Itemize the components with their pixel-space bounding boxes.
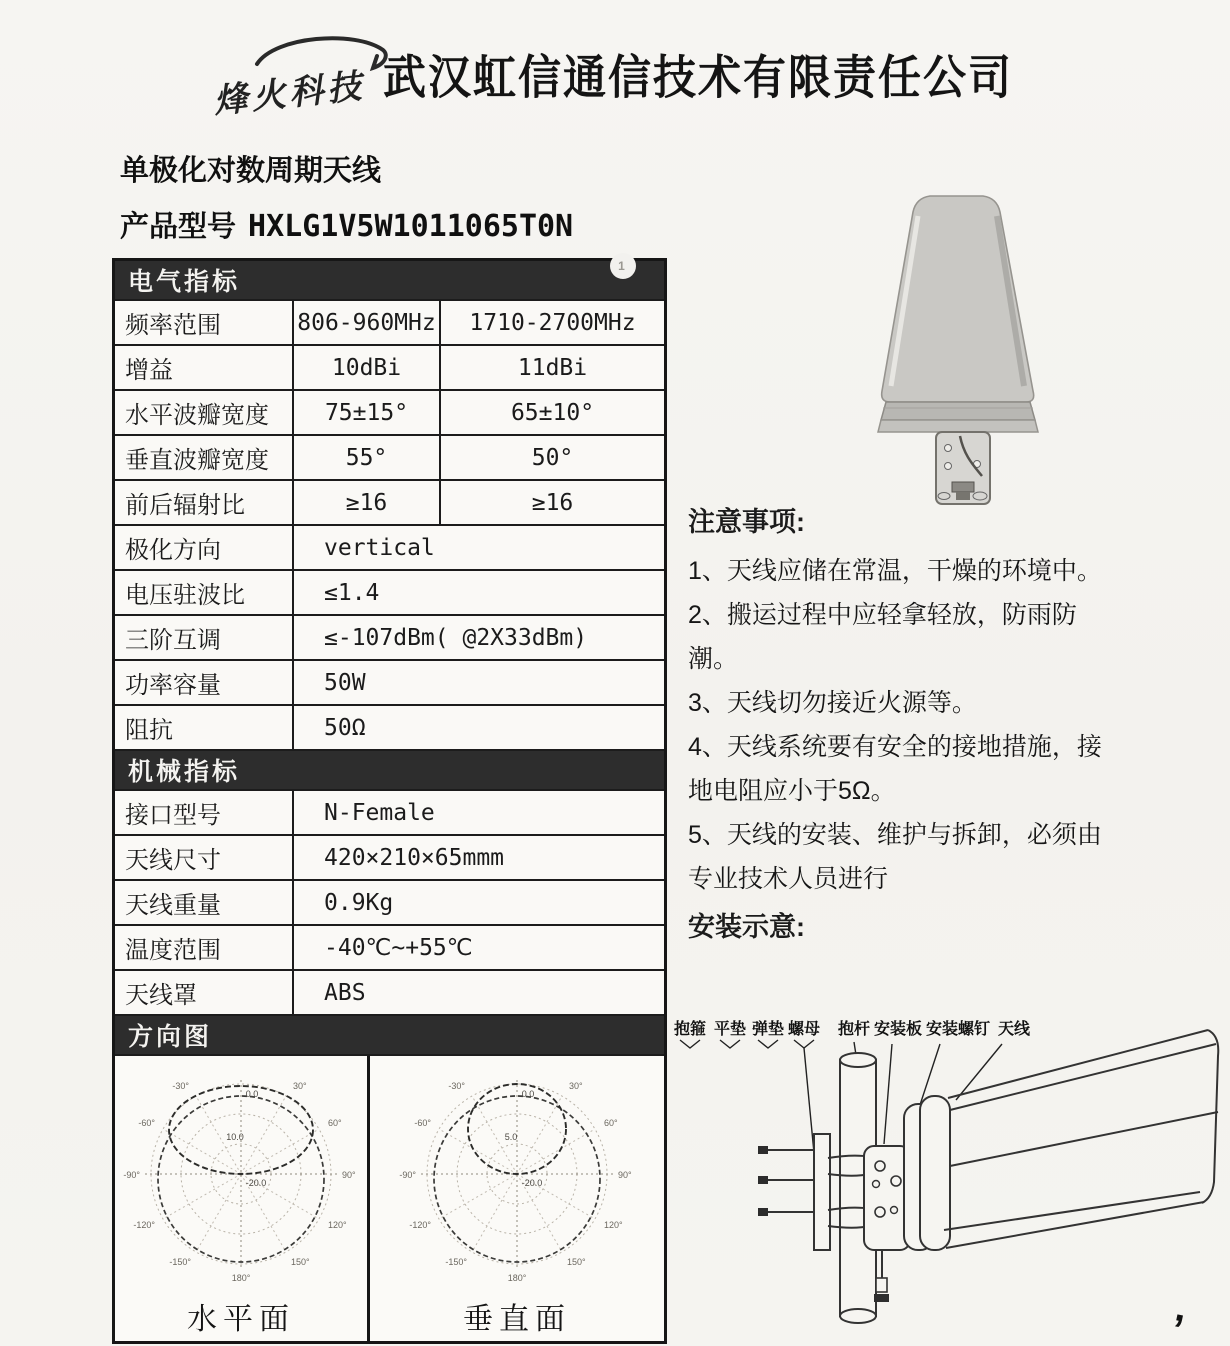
section-header-label: 机械指标 [128, 758, 241, 786]
note-item: 5、天线的安装、维护与拆卸，必须由专业技术人员进行 [688, 821, 1102, 893]
row-value: vertical [324, 534, 435, 561]
installation-drawing-icon [668, 1016, 1228, 1346]
row-label: 天线重量 [115, 881, 294, 924]
degree-label: 120° [328, 1220, 347, 1230]
table-row [115, 299, 664, 344]
row-label: 温度范围 [115, 926, 294, 969]
model-label: 产品型号 [120, 211, 237, 243]
row-value-band1: 806-960MHz [294, 301, 441, 344]
degree-label: 90° [618, 1170, 632, 1180]
note-item: 4、天线系统要有安全的接地措施，接地电阻应小于5Ω。 [688, 733, 1102, 805]
row-value: 50Ω [324, 714, 366, 741]
section-header-label: 电气指标 [128, 268, 241, 296]
table-row [115, 924, 664, 969]
spec-table [112, 258, 667, 1344]
section-header-pattern [115, 1014, 664, 1054]
row-value: 420×210×65mmm [324, 844, 505, 871]
degree-label: 150° [291, 1257, 310, 1267]
row-label: 阻抗 [115, 706, 294, 749]
company-name: 武汉虹信通信技术有限责任公司 [383, 52, 1013, 105]
row-value: N-Female [324, 799, 435, 826]
row-value-band1: 75±15° [294, 391, 441, 434]
degree-label: 180° [507, 1273, 527, 1283]
company-logo [205, 28, 395, 128]
radiation-pattern-plots [115, 1054, 664, 1341]
row-value-band2: ≥16 [531, 489, 574, 516]
row-value: 50W [324, 669, 366, 696]
diagram-label-nut: 螺母 [788, 1021, 821, 1038]
table-row [115, 789, 664, 834]
row-value-band1: 10dBi [294, 346, 441, 389]
degree-label: 30° [293, 1081, 307, 1091]
row-label: 功率容量 [115, 661, 294, 704]
row-value-band2: 65±10° [510, 399, 595, 426]
notes-heading: 注意事项: [688, 507, 805, 537]
diagram-label-clamp: 抱箍 [674, 1021, 707, 1038]
degree-label: -30° [448, 1081, 465, 1091]
antenna-product-figure [852, 186, 1064, 517]
install-heading: 安装示意: [688, 912, 805, 942]
table-row [115, 344, 664, 389]
note-item: 3、天线切勿接近火源等。 [688, 689, 977, 717]
table-row [115, 969, 664, 1014]
row-value-band2: 50° [531, 444, 574, 471]
diagram-label-mount-screws: 安装螺钉 [926, 1021, 991, 1038]
row-value: ≤1.4 [324, 579, 380, 606]
horizontal-plane-plot [115, 1056, 370, 1341]
vertical-plane-plot [370, 1056, 664, 1341]
installation-diagram [668, 1016, 1228, 1346]
row-value-band2: 1710-2700MHz [469, 309, 636, 336]
table-row [115, 879, 664, 924]
ring-label: 0.0 [245, 1089, 259, 1099]
row-label: 频率范围 [115, 301, 294, 344]
degree-label: -150° [445, 1257, 467, 1267]
degree-label: 90° [342, 1170, 356, 1180]
table-row [115, 834, 664, 879]
degree-label: -120° [409, 1220, 431, 1230]
product-model-line [120, 204, 573, 245]
table-row [115, 479, 664, 524]
section-header-mechanical [115, 749, 664, 789]
degree-label: 180° [231, 1273, 251, 1283]
diagram-label-spring-washer: 弹垫 [752, 1021, 785, 1038]
row-label: 增益 [115, 346, 294, 389]
row-label: 三阶互调 [115, 616, 294, 659]
model-value: HXLG1V5W1011065T0N [248, 209, 574, 244]
diagram-label-mount-plate: 安装板 [874, 1021, 923, 1038]
diagram-label-flat-washer: 平垫 [714, 1021, 747, 1038]
plot-caption-horizontal: 水平面 [187, 1303, 295, 1336]
degree-label: -30° [172, 1081, 189, 1091]
degree-label: 120° [604, 1220, 623, 1230]
ring-label: 10.0 [226, 1132, 244, 1142]
degree-label: -120° [133, 1220, 155, 1230]
degree-label: 30° [569, 1081, 583, 1091]
row-label: 电压驻波比 [115, 571, 294, 614]
row-value: -40℃~+55℃ [324, 934, 473, 961]
ring-label: 0.0 [521, 1089, 535, 1099]
row-value: ≤-107dBm( @2X33dBm) [324, 624, 588, 651]
plot-caption-vertical: 垂直面 [463, 1303, 571, 1336]
table-row [115, 569, 664, 614]
row-label: 天线罩 [115, 971, 294, 1014]
note-item: 2、搬运过程中应轻拿轻放，防雨防潮。 [688, 601, 1077, 673]
table-row [115, 614, 664, 659]
row-label: 垂直波瓣宽度 [115, 436, 294, 479]
scan-hole-artifact: 1 [610, 253, 636, 279]
degree-label: 60° [328, 1118, 342, 1128]
degree-label: -90° [123, 1170, 140, 1180]
row-label: 接口型号 [115, 791, 294, 834]
scan-artifact-mark: , [1171, 1285, 1192, 1331]
ring-label: 5.0 [504, 1132, 518, 1142]
table-row [115, 524, 664, 569]
degree-label: -90° [399, 1170, 416, 1180]
degree-label: 150° [567, 1257, 586, 1267]
logo-text: 烽火科技 [211, 67, 367, 121]
polar-chart-vertical [391, 1062, 643, 1294]
row-label: 前后辐射比 [115, 481, 294, 524]
row-value: 0.9Kg [324, 889, 394, 916]
polar-chart-horizontal [115, 1062, 367, 1294]
row-value-band1: 55° [294, 436, 441, 479]
ring-label: -20.0 [245, 1178, 267, 1188]
section-header-label: 方向图 [128, 1023, 213, 1051]
section-header-electrical [115, 261, 664, 299]
degree-label: -150° [169, 1257, 191, 1267]
row-value-band1: ≥16 [294, 481, 441, 524]
row-label: 水平波瓣宽度 [115, 391, 294, 434]
note-item: 1、天线应储在常温，干燥的环境中。 [688, 557, 1102, 585]
degree-label: -60° [138, 1118, 155, 1128]
table-row [115, 659, 664, 704]
table-row [115, 389, 664, 434]
diagram-label-antenna: 天线 [998, 1021, 1031, 1038]
table-row [115, 434, 664, 479]
row-value-band2: 11dBi [517, 354, 588, 381]
diagram-label-pole: 抱杆 [838, 1021, 871, 1038]
table-row [115, 704, 664, 749]
row-label: 天线尺寸 [115, 836, 294, 879]
row-value: ABS [324, 979, 366, 1006]
notes-section [688, 500, 1120, 944]
antenna-drawing-icon [852, 186, 1064, 512]
row-label: 极化方向 [115, 526, 294, 569]
ring-label: -20.0 [521, 1178, 543, 1188]
degree-label: 60° [604, 1118, 618, 1128]
degree-label: -60° [414, 1118, 431, 1128]
product-title: 单极化对数周期天线 [120, 155, 382, 187]
